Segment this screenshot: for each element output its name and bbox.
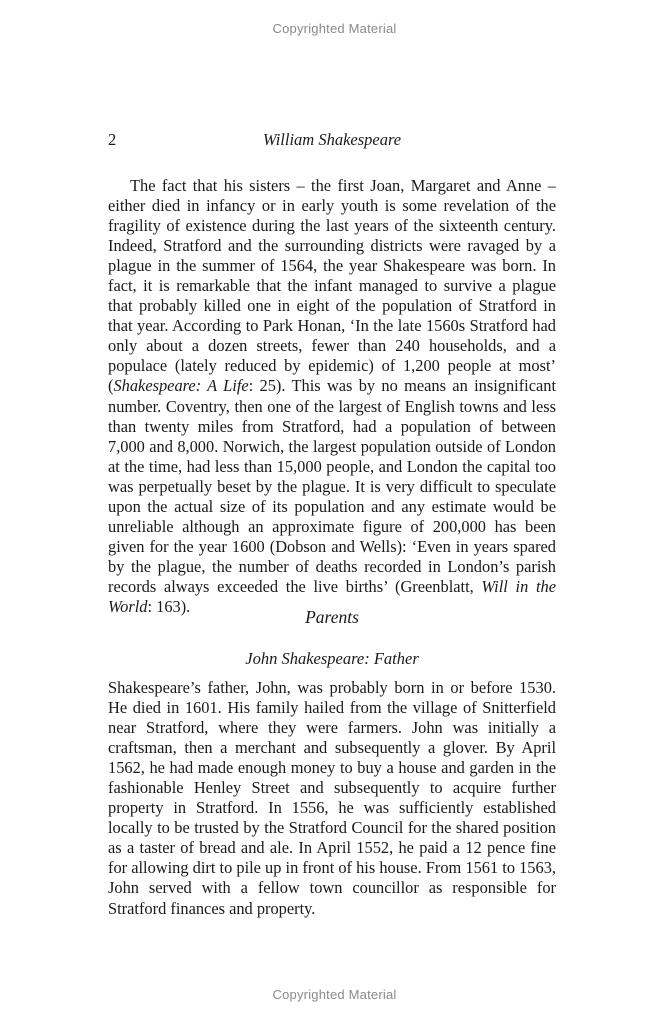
citation-title-shakespeare-a-life: Shakespeare: A Life <box>113 376 249 396</box>
section-heading: Parents <box>305 607 359 627</box>
copyright-watermark-bottom: Copyrighted Material <box>272 987 397 1002</box>
running-title: William Shakespeare <box>262 130 402 149</box>
subsection-heading: John Shakespeare: Father <box>245 649 419 668</box>
paragraph-1-text-a: The fact that his sisters – the first Joan, Margaret and Anne – either died in infancy or in early youth is some revelation of the fragility of existence during the last years of the sixteenth century. Indeed, Stratford and the surrounding districts were ravaged by a plague in the summer of 1564, the year Shakespeare was born. In fact, it is remarkable that the infant managed to survive a plague that probably killed one in eight of the population of Stratford in that year. According to Park Honan, ‘In the late 1560s Stratford had only about a dozen streets, fewer than 240 households, and a populace (lately reduced by epidemic) of 1,200 people at most’ ( <box>108 176 556 396</box>
citation-title-will-in-the-world: Will in the World <box>108 576 556 616</box>
running-head <box>108 130 556 152</box>
body-paragraph-1 <box>108 176 556 617</box>
paragraph-1-text-c: : 163). <box>147 596 191 616</box>
copyright-watermark-top: Copyrighted Material <box>272 21 397 36</box>
body-paragraph-2: Shakespeare’s father, John, was probably born in or before 1530. He died in 1601. His family hailed from the village of Snitterfield near Stratford, where they were farmers. John was initially a craftsman, then a merchant and subsequently a glover. By April 1562, he had made enough money to buy a house and garden in the fashionable Henley Street and subsequently to acquire further property in Stratford. In 1556, he was sufficiently established locally to be trusted by the Stratford Council for the shared position as a taster of bread and ale. In April 1552, he paid a 12 pence fine for allowing dirt to pile up in front of his house. From 1561 to 1563, John served with a fellow town councillor as responsible for Stratford finances and property. <box>108 678 556 918</box>
paragraph-1-text-b: : 25). This was by no means an insignificant number. Coventry, then one of the largest of English towns and less than twenty miles from Stratford, had a population of between 7,000 and 8,000. Norwich, the largest population outside of London at the time, had less than 15,000 people, and London the capital too was perpetually beset by the plague. It is very difficult to speculate upon the actual size of its population and any estimate would be unreliable although an approximate figure of 200,000 has been given for the year 1600 (Dobson and Wells): ‘Even in years spared by the plague, the number of deaths recorded in London’s parish records always exceeded the live births’ (Greenblatt, <box>108 376 557 596</box>
page-number: 2 <box>108 130 117 149</box>
